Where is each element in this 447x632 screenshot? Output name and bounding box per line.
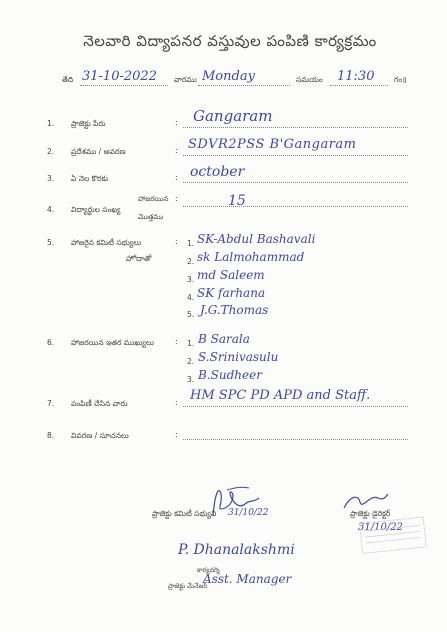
committee-member: SK farhana bbox=[197, 286, 266, 300]
date-label: తేది bbox=[62, 75, 74, 84]
row-label: ప్రాజెక్టు పేరు bbox=[71, 119, 106, 128]
row-dots bbox=[183, 155, 408, 156]
row-label: వివరణ / సూచనలు bbox=[71, 431, 129, 440]
row-number: 2. bbox=[47, 147, 55, 156]
time-label: సమయం bbox=[296, 75, 323, 84]
row-dots bbox=[183, 206, 408, 207]
row-dots bbox=[183, 182, 408, 183]
row-label: పంపిణీ చేసిన వారు bbox=[71, 399, 128, 408]
month-value: october bbox=[190, 164, 245, 180]
member-number: 5. bbox=[187, 310, 195, 319]
time-dots bbox=[330, 85, 388, 86]
director-date: 31/10/22 bbox=[358, 522, 403, 533]
row-number: 7. bbox=[47, 399, 55, 408]
colon: : bbox=[175, 237, 178, 246]
row-label: ప్రదేశము / అవరణ bbox=[71, 147, 126, 156]
secretary-label: కార్యదర్శి bbox=[197, 566, 220, 574]
committee-member: sk Lalmohammad bbox=[197, 250, 305, 264]
day-value: Monday bbox=[202, 69, 255, 84]
row-number: 5. bbox=[47, 238, 55, 247]
colon: : bbox=[175, 173, 178, 182]
row-label: హాజరైన కమిటీ సభ్యులు bbox=[71, 238, 142, 247]
colon: : bbox=[175, 398, 178, 407]
row-number: 4. bbox=[47, 205, 55, 214]
director-label: ప్రాజెక్టు డైరెక్టర్ bbox=[350, 509, 391, 518]
member-number: 4. bbox=[187, 293, 195, 302]
committee-date: 31/10/22 bbox=[228, 508, 269, 518]
total-label: మొత్తము bbox=[138, 213, 164, 221]
time-unit: గం॥ bbox=[394, 75, 407, 84]
committee-member: J.G.Thomas bbox=[200, 303, 269, 317]
member-number: 1. bbox=[187, 339, 195, 348]
row-dots bbox=[183, 127, 408, 128]
time-value: 11:30 bbox=[337, 69, 375, 84]
committee-label: ప్రాజెక్టు కమిటీ సభ్యుని bbox=[152, 509, 217, 518]
member-number: 2. bbox=[187, 357, 195, 366]
colon: : bbox=[175, 118, 178, 127]
distributed-by-value: HM SPC PD APD and Staff. bbox=[190, 388, 371, 403]
day-label: వారము bbox=[174, 75, 197, 84]
colon: : bbox=[175, 194, 178, 203]
day-dots bbox=[198, 85, 290, 86]
row-label: ఏ నెల కొరకు bbox=[71, 174, 109, 183]
row-number: 6. bbox=[47, 338, 55, 347]
row-label: విద్యార్థుల సంఖ్య bbox=[71, 205, 121, 214]
committee-member: md Saleem bbox=[197, 268, 265, 282]
row-number: 1. bbox=[47, 119, 55, 128]
colon: : bbox=[175, 337, 178, 346]
member-number: 3. bbox=[187, 275, 195, 284]
other-member: B Sarala bbox=[198, 332, 250, 346]
member-number: 2. bbox=[187, 257, 195, 266]
row-number: 3. bbox=[47, 174, 55, 183]
date-dots bbox=[80, 85, 168, 86]
member-number: 3. bbox=[187, 375, 195, 384]
present-label: హాజరయిన bbox=[138, 195, 169, 203]
other-member: S.Srinivasulu bbox=[198, 350, 279, 364]
location-value: SDVR2PSS B'Gangaram bbox=[188, 137, 357, 152]
row-number: 8. bbox=[47, 431, 55, 440]
manager-signature: Asst. Manager bbox=[203, 572, 292, 586]
manager-label: ప్రాజెక్టు మేనేజర్ bbox=[168, 582, 208, 590]
date-value: 31-10-2022 bbox=[82, 69, 157, 84]
committee-member: SK-Abdul Bashavali bbox=[197, 232, 316, 246]
document-title: నెలవారి విద్యాపనర వస్తువుల పంపిణి కార్యక్రమం bbox=[83, 32, 377, 50]
project-name-value: Gangaram bbox=[193, 107, 273, 125]
designation-label: హోదాతో bbox=[126, 254, 152, 263]
row-dots bbox=[183, 439, 408, 440]
secretary-name: P. Dhanalakshmi bbox=[178, 542, 295, 558]
colon: : bbox=[175, 146, 178, 155]
other-member: B.Sudheer bbox=[198, 368, 262, 382]
row-dots bbox=[183, 406, 408, 407]
stamp-impression bbox=[357, 513, 431, 560]
member-number: 1. bbox=[187, 239, 195, 248]
students-present-value: 15 bbox=[228, 193, 246, 209]
row-label: హాజరయిన ఇతర ముఖ్యులు bbox=[71, 338, 154, 347]
colon: : bbox=[175, 430, 178, 439]
office-stamp bbox=[357, 510, 447, 579]
